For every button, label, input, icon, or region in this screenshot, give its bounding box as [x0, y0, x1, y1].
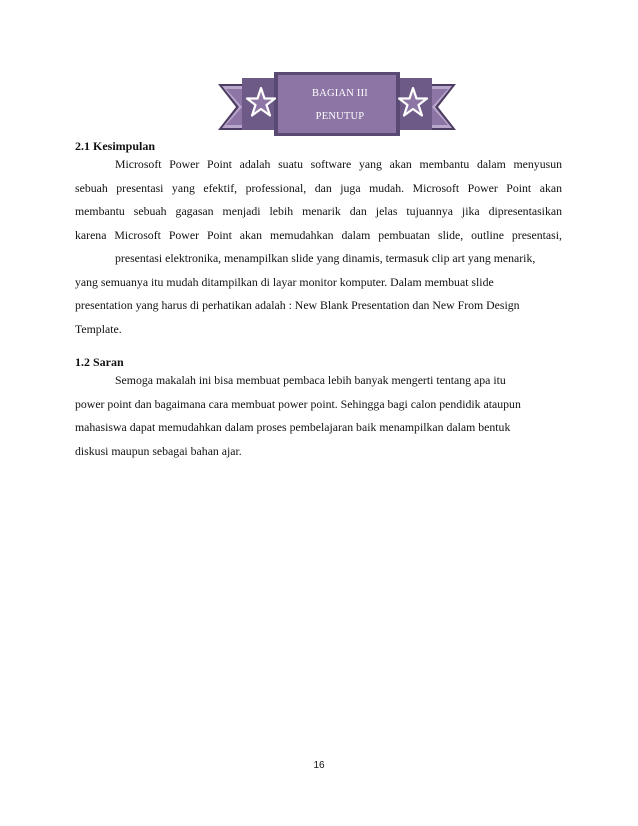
text-line: Semoga makalah ini bisa membuat pembaca lebih banyak mengerti tentang apa itu	[115, 373, 506, 387]
text-line: power point dan bagaimana cara membuat power point. Sehingga bagi calon pendidik ataupun	[75, 396, 521, 411]
section-heading-kesimpulan: 2.1 Kesimpulan	[75, 139, 156, 153]
text-line: karena Microsoft Power Point akan memudahkan dalam pembuatan slide, outline presentasi,	[75, 227, 562, 242]
text-line: Microsoft Power Point adalah suatu software yang akan membantu dalam menyusun	[115, 157, 562, 171]
chapter-title: PENUTUP	[315, 111, 365, 122]
text-line: diskusi maupun sebagai bahan ajar.	[75, 443, 242, 458]
text-line: presentation yang harus di perhatikan adalah : New Blank Presentation dan New From Design	[75, 298, 520, 313]
paragraph-kesimpulan-2	[75, 247, 562, 341]
paragraph-saran-1	[75, 369, 562, 463]
chapter-label: BAGIAN III	[312, 88, 368, 99]
banner-plate	[278, 75, 396, 133]
section-heading-saran: 1.2 Saran	[75, 355, 124, 369]
text-line: mahasiswa dapat memudahkan dalam proses pembelajaran baik menampilkan dalam bentuk	[75, 420, 511, 435]
page-number: 16	[313, 760, 325, 771]
paragraph-kesimpulan-1	[75, 153, 562, 247]
text-line: Template.	[75, 321, 122, 336]
text-line: yang semuanya itu mudah ditampilkan di layar monitor komputer. Dalam membuat slide	[75, 274, 494, 289]
text-line: sebuah presentasi yang efektif, professional, dan juga mudah. Microsoft Power Point akan	[75, 180, 562, 195]
chapter-banner	[214, 70, 460, 140]
text-line: presentasi elektronika, menampilkan slide yang dinamis, termasuk clip art yang menarik,	[115, 251, 536, 265]
text-line: membantu sebuah gagasan menjadi lebih menarik dan jelas tujuannya jika dipresentasikan	[75, 204, 562, 219]
